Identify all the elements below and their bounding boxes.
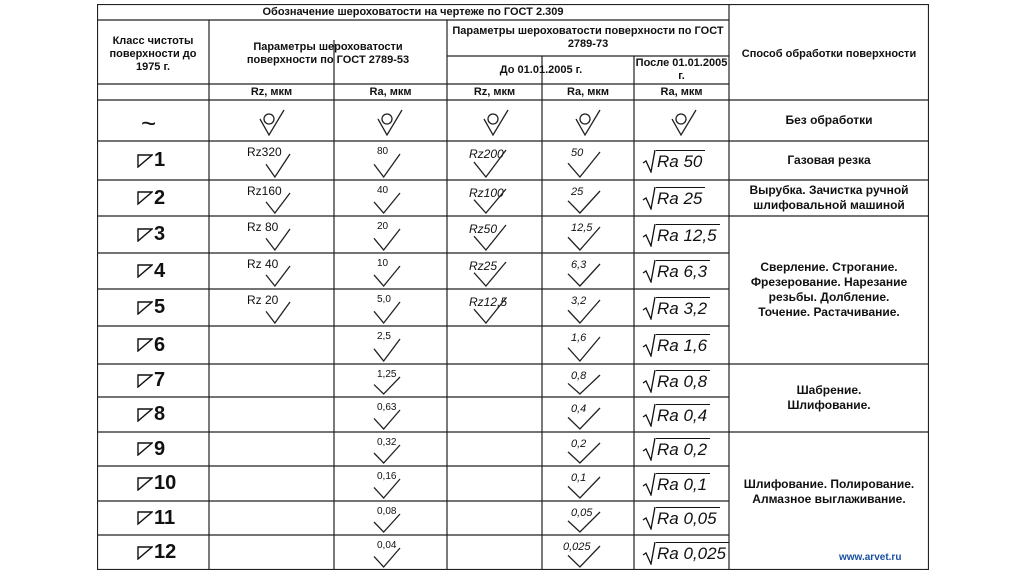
roughness-check-icon <box>567 226 601 251</box>
roughness-check-icon <box>473 261 507 287</box>
class-label: 9 <box>137 436 165 462</box>
after-2005-header: После 01.01.2005 г. <box>635 57 728 82</box>
ra2005-value: Ra 0,1 <box>656 473 710 495</box>
ra53-value: 0,16 <box>377 471 397 482</box>
ra53-value: 0,32 <box>377 437 397 448</box>
no-removal-symbol-icon <box>481 108 511 138</box>
radical-icon <box>642 541 656 565</box>
class-symbol-tilde: ~ <box>141 108 157 138</box>
roughness-check-icon <box>473 188 507 214</box>
ra2005-symbol <box>642 369 710 393</box>
triangle-icon <box>137 338 153 352</box>
ra2005-symbol <box>642 223 720 247</box>
ra73-value: 25 <box>571 186 584 198</box>
params-53-header: Параметры шероховатости поверхности по ГОСТ 2789-53 <box>246 41 410 66</box>
ra2005-symbol <box>642 403 710 427</box>
ra53-label: Ra, мкм <box>369 85 412 98</box>
ra2005-symbol <box>642 437 710 461</box>
class-label: 3 <box>137 222 165 248</box>
roughness-check-icon <box>373 338 401 362</box>
roughness-check-icon <box>567 545 601 568</box>
triangle-icon <box>137 442 153 456</box>
ra2005-value: Ra 0,8 <box>656 370 710 392</box>
roughness-check-icon <box>567 442 601 464</box>
roughness-check-icon <box>567 476 601 499</box>
ra53-value: 0,63 <box>377 402 397 413</box>
roughness-table <box>97 4 929 570</box>
ra2005-label: Ra, мкм <box>660 85 703 98</box>
class-label: 5 <box>137 295 165 321</box>
rz53-value: Rz 80 <box>247 220 279 234</box>
ra2005-value: Ra 25 <box>656 187 705 209</box>
ra2005-symbol <box>642 333 710 357</box>
radical-icon <box>642 437 656 461</box>
ra53-value: 0,04 <box>377 540 397 551</box>
radical-icon <box>642 472 656 496</box>
radical-icon <box>642 296 656 320</box>
radical-icon <box>642 506 656 530</box>
roughness-check-icon <box>567 151 601 178</box>
roughness-check-icon <box>373 228 401 251</box>
method-blanking: Вырубка. Зачистка ручной шлифовальной машиной <box>749 183 909 212</box>
ra73-value: 12,5 <box>571 222 593 234</box>
roughness-check-icon <box>265 228 291 251</box>
class-header: Класс чистоты поверхности до 1975 г. <box>109 34 197 73</box>
ra73-value: 1,6 <box>571 332 587 344</box>
ra2005-value: Ra 50 <box>656 150 705 172</box>
roughness-check-icon <box>373 376 401 395</box>
roughness-check-icon <box>373 153 401 178</box>
ra53-value: 5,0 <box>377 294 391 305</box>
ra53-value: 80 <box>377 146 389 157</box>
before-2005-header: До 01.01.2005 г. <box>499 63 583 76</box>
roughness-check-icon <box>265 301 291 324</box>
triangle-icon <box>137 408 153 422</box>
roughness-check-icon <box>567 190 601 214</box>
ra73-label: Ra, мкм <box>567 85 609 98</box>
radical-icon <box>642 149 656 173</box>
triangle-icon <box>137 301 153 315</box>
ra73-value: 0,1 <box>571 472 587 484</box>
rz53-value: Rz320 <box>247 145 282 159</box>
class-label: 12 <box>137 540 176 566</box>
rz73-value: Rz12,5 <box>469 295 508 309</box>
rz73-value: Rz25 <box>469 259 498 273</box>
ra2005-symbol <box>642 149 705 173</box>
ra2005-symbol <box>642 472 710 496</box>
roughness-check-icon <box>473 149 507 178</box>
ra73-value: 3,2 <box>571 295 587 307</box>
method-no-processing: Без обработки <box>785 113 873 127</box>
triangle-icon <box>137 154 153 168</box>
ra73-value: 0,2 <box>571 438 587 450</box>
triangle-icon <box>137 511 153 525</box>
roughness-check-icon <box>373 409 401 430</box>
roughness-check-icon <box>567 511 601 533</box>
rz53-value: Rz160 <box>247 184 282 198</box>
class-label: 1 <box>137 148 165 174</box>
ra73-value: 0,8 <box>571 370 587 382</box>
class-label: 7 <box>137 368 165 394</box>
ra73-value: 0,025 <box>563 541 591 553</box>
ra53-value: 0,08 <box>377 506 397 517</box>
roughness-check-icon <box>373 192 401 214</box>
ra53-value: 10 <box>377 258 389 269</box>
roughness-check-icon <box>373 547 401 568</box>
triangle-icon <box>137 477 153 491</box>
ra2005-symbol <box>642 259 710 283</box>
method-drilling-group: Сверление. Строгание. Фрезерование. Нарезание резьбы. Долбление. Точение. Растачивание. <box>750 260 908 319</box>
roughness-check-icon <box>473 224 507 251</box>
no-removal-symbol-icon <box>669 108 699 138</box>
rz53-value: Rz 40 <box>247 257 279 271</box>
ra2005-value: Ra 0,025 <box>656 542 729 564</box>
roughness-check-icon <box>567 407 601 430</box>
roughness-check-icon <box>567 336 601 362</box>
ra73-value: 6,3 <box>571 259 587 271</box>
radical-icon <box>642 223 656 247</box>
ra2005-value: Ra 6,3 <box>656 260 710 282</box>
roughness-check-icon <box>567 374 601 395</box>
rz73-value: Rz200 <box>469 147 504 161</box>
roughness-check-icon <box>373 478 401 499</box>
method-scraping-group: Шабрение. Шлифование. <box>787 383 871 412</box>
radical-icon <box>642 259 656 283</box>
ra53-value: 1,25 <box>377 369 397 380</box>
triangle-icon <box>137 374 153 388</box>
roughness-check-icon <box>265 265 291 287</box>
roughness-check-icon <box>265 153 291 178</box>
radical-icon <box>642 333 656 357</box>
ra2005-symbol <box>642 296 710 320</box>
ra2005-symbol <box>642 186 705 210</box>
roughness-check-icon <box>265 192 291 214</box>
ra73-value: 50 <box>571 147 584 159</box>
roughness-check-icon <box>373 444 401 464</box>
ra73-value: 0,05 <box>571 507 593 519</box>
ra2005-value: Ra 3,2 <box>656 297 710 319</box>
ra2005-symbol <box>642 541 729 565</box>
class-label: 4 <box>137 258 165 284</box>
ra2005-value: Ra 0,05 <box>656 507 720 529</box>
class-label: 8 <box>137 402 165 428</box>
ra73-value: 0,4 <box>571 403 587 415</box>
rz73-value: Rz100 <box>469 186 504 200</box>
radical-icon <box>642 369 656 393</box>
ra53-value: 20 <box>377 221 389 232</box>
ra2005-value: Ra 0,4 <box>656 404 710 426</box>
ra2005-value: Ra 12,5 <box>656 224 720 246</box>
roughness-check-icon <box>567 263 601 287</box>
class-label: 2 <box>137 185 165 211</box>
radical-icon <box>642 403 656 427</box>
roughness-check-icon <box>373 265 401 287</box>
no-removal-symbol-icon <box>375 108 405 138</box>
class-label: 6 <box>137 332 165 358</box>
class-label: 11 <box>137 505 175 531</box>
method-gas-cutting: Газовая резка <box>787 153 871 167</box>
roughness-check-icon <box>373 301 401 324</box>
radical-icon <box>642 186 656 210</box>
params-73-header: Параметры шероховатости поверхности по ГОСТ 2789-73 <box>452 25 724 50</box>
ra2005-value: Ra 1,6 <box>656 334 710 356</box>
no-removal-symbol-icon <box>573 108 603 138</box>
rz73-label: Rz, мкм <box>473 85 516 98</box>
method-header: Способ обработки поверхности <box>741 47 917 60</box>
rz53-label: Rz, мкм <box>250 85 293 98</box>
roughness-check-icon <box>567 299 601 324</box>
rz53-value: Rz 20 <box>247 293 279 307</box>
class-label: 10 <box>137 471 176 497</box>
website-watermark: www.arvet.ru <box>839 552 902 563</box>
roughness-check-icon <box>473 297 507 324</box>
triangle-icon <box>137 228 153 242</box>
triangle-icon <box>137 191 153 205</box>
rz73-value: Rz50 <box>469 222 498 236</box>
no-removal-symbol-icon <box>257 108 287 138</box>
main-title: Обозначение шероховатости на чертеже по ГОСТ 2.309 <box>262 5 564 18</box>
roughness-check-icon <box>373 513 401 533</box>
triangle-icon <box>137 546 153 560</box>
method-grinding-group: Шлифование. Полирование. Алмазное выглаживание. <box>743 477 915 506</box>
ra2005-symbol <box>642 506 720 530</box>
ra2005-value: Ra 0,2 <box>656 438 710 460</box>
ra53-value: 2,5 <box>377 331 391 342</box>
ra53-value: 40 <box>377 185 389 196</box>
triangle-icon <box>137 264 153 278</box>
